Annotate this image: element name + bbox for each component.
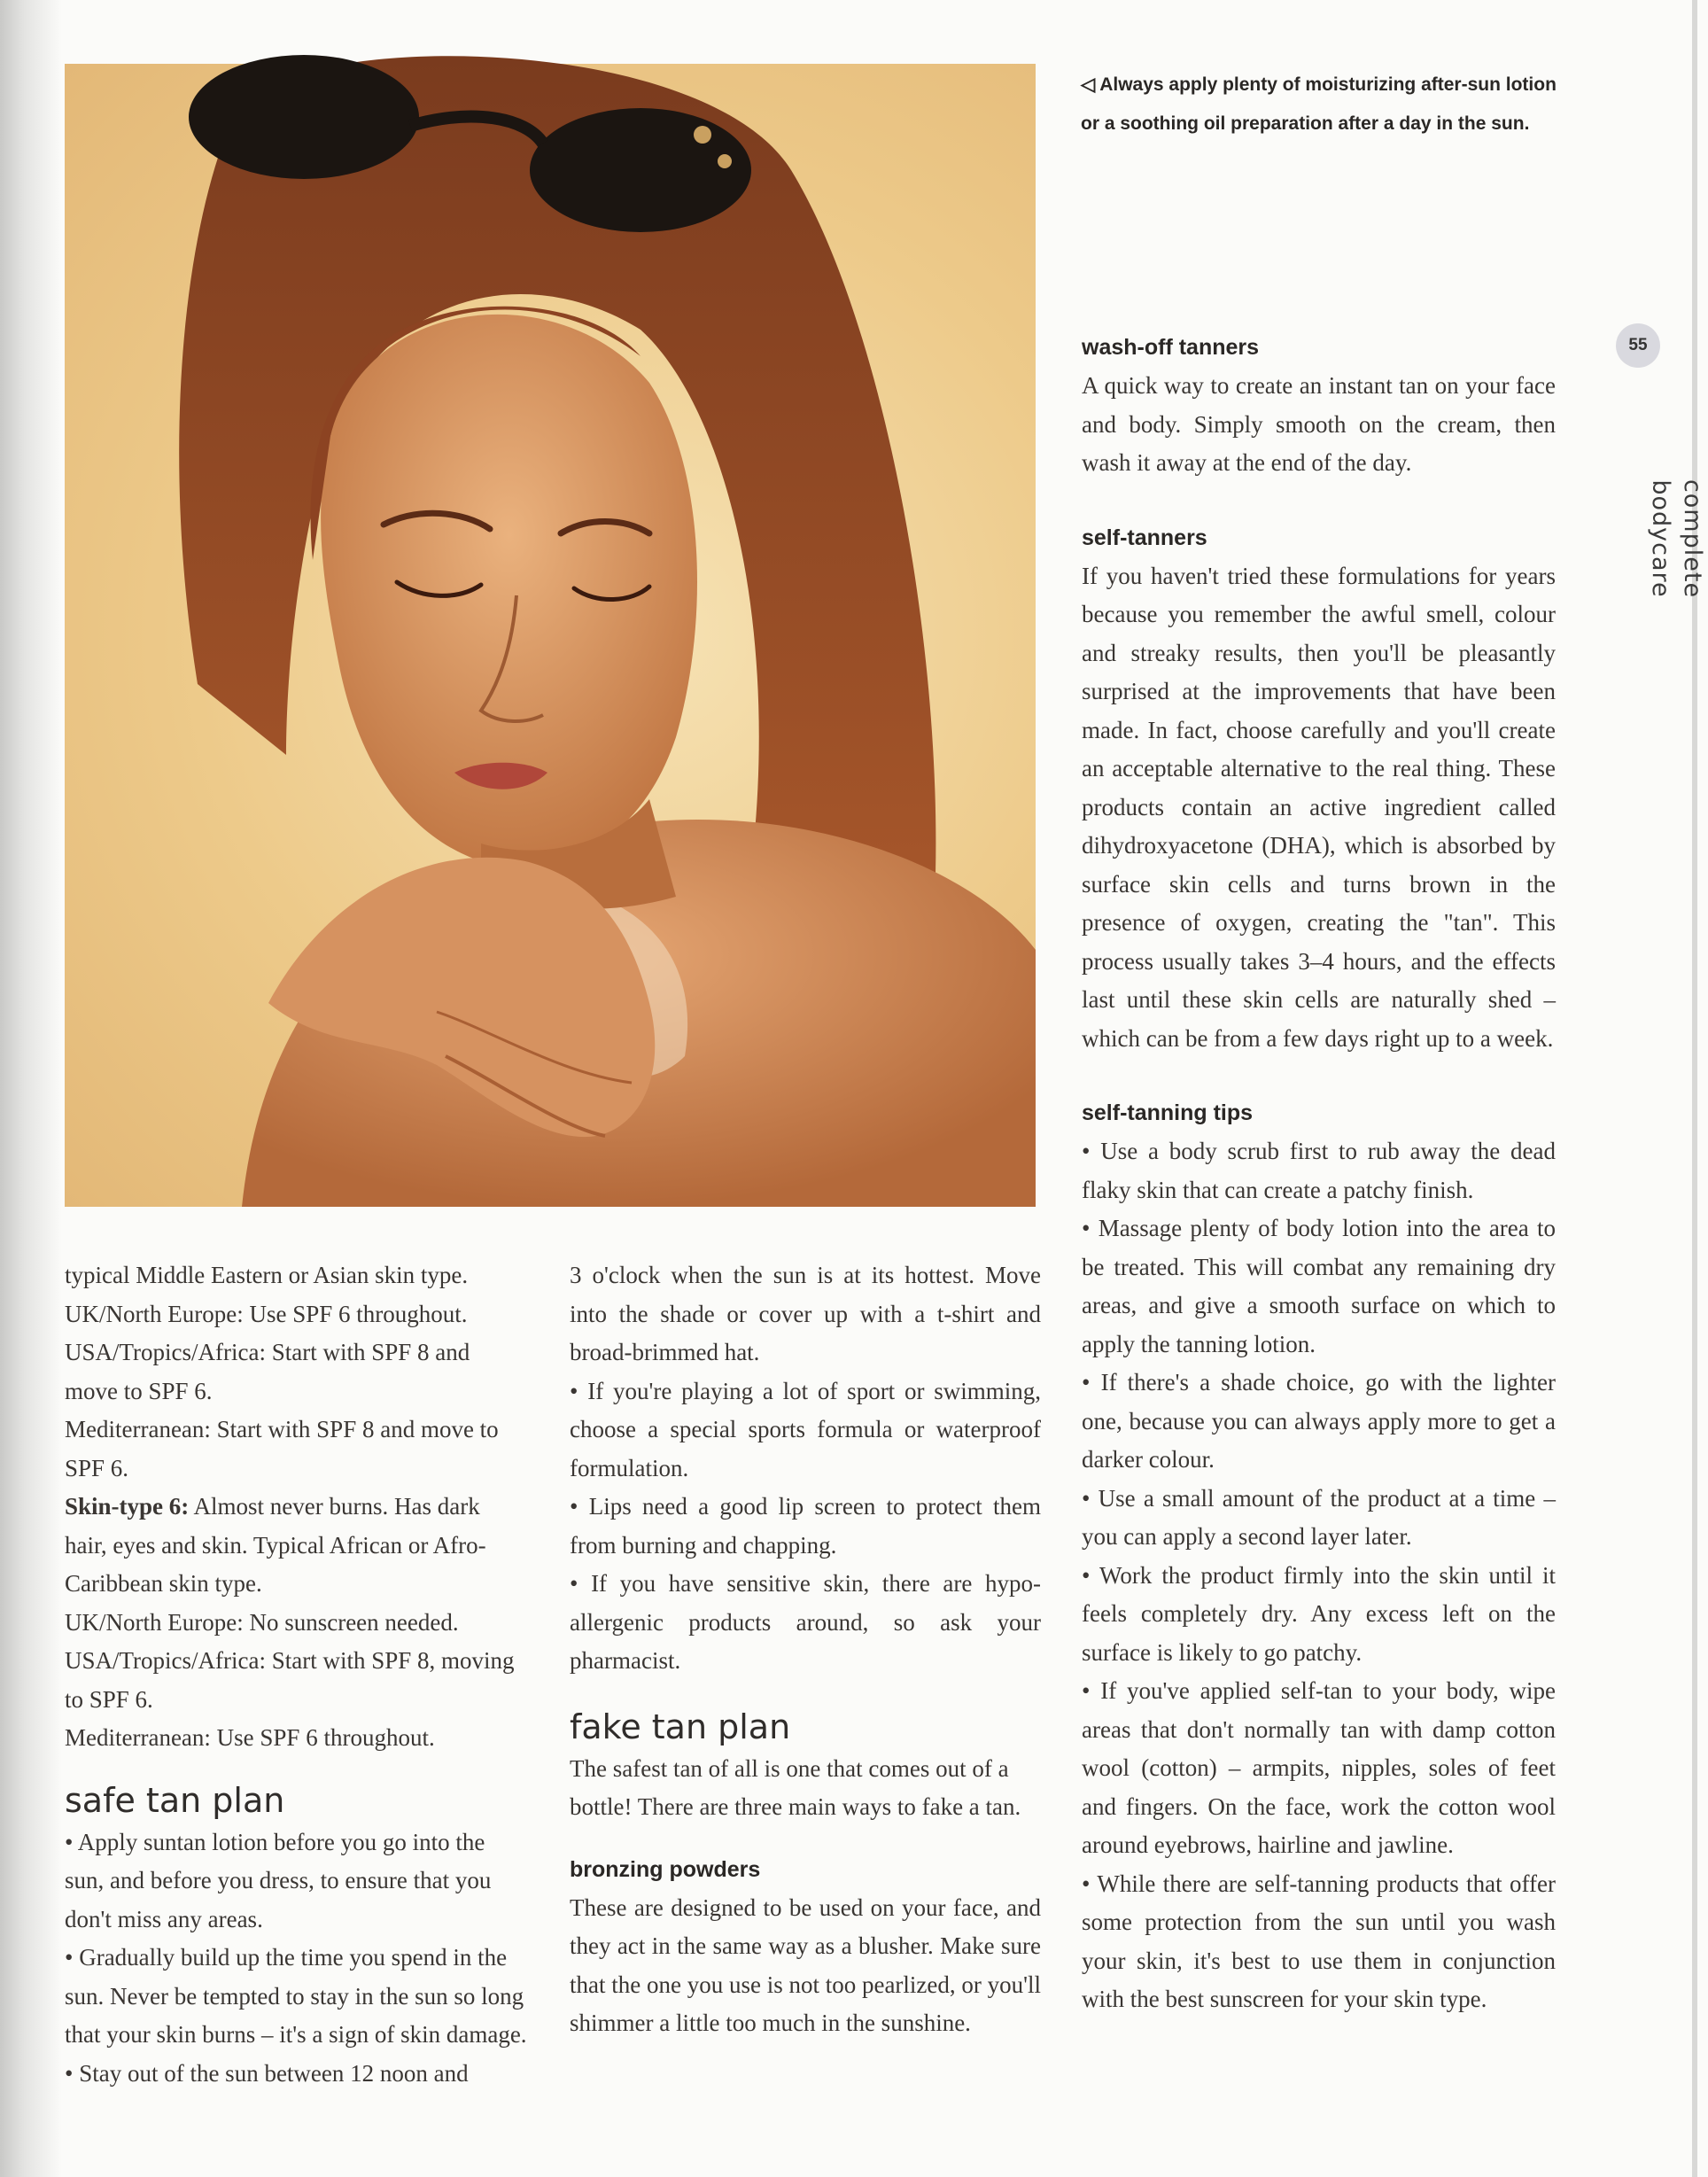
bullet-item: • Use a small amount of the product at a time – you can apply a second layer later. xyxy=(1082,1484,1556,1550)
bullet-item: • Massage plenty of body lotion into the area to be treated. This will combat any remaining dry areas, and give a smooth surface on which to apply the tanning lotion. xyxy=(1082,1215,1556,1357)
column-1 xyxy=(65,1256,527,2093)
paragraph-skin-type-6 xyxy=(65,1488,527,1604)
subheading-self-tanning-tips: self-tanning tips xyxy=(1082,1100,1254,1125)
bullet-item: • Work the product firmly into the skin until it feels completely dry. Any excess left on the surface is likely to go patchy. xyxy=(1082,1561,1556,1666)
paragraph: Mediterranean: Use SPF 6 throughout. xyxy=(65,1724,435,1751)
paragraph: UK/North Europe: No sunscreen needed. xyxy=(65,1608,459,1636)
section-label: complete bodycare xyxy=(1647,478,1706,599)
book-spine-shadow xyxy=(0,0,62,2177)
column-3 xyxy=(1082,328,1556,2019)
bullet-item: • If there's a shade choice, go with the lighter one, because you can always apply more to get a darker colour. xyxy=(1082,1369,1556,1473)
bullet-item: • Apply suntan lotion before you go into the sun, and before you dress, to ensure that you don't miss any areas. xyxy=(65,1828,492,1932)
skin-type-text: Almost never burns. Has dark hair, eyes and skin. Typical African or Afro-Caribbean skin type. xyxy=(65,1493,486,1597)
bullet-item: • While there are self-tanning products that offer some protection from the sun until you wash your skin, it's best to use them in conjunction with the best sunscreen for your skin type. xyxy=(1082,1870,1556,2012)
column-2 xyxy=(570,1256,1041,2043)
section-heading-safe-tan: safe tan plan xyxy=(65,1780,285,1820)
subheading-wash-off-tanners: wash-off tanners xyxy=(1082,335,1260,360)
woman-applying-lotion-photo xyxy=(65,64,1036,1207)
paragraph: Mediterranean: Start with SPF 8 and move to SPF 6. xyxy=(65,1416,499,1481)
paragraph: A quick way to create an instant tan on your face and body. Simply smooth on the cream, then wash it away at the end of the day. xyxy=(1082,372,1556,476)
paragraph: USA/Tropics/Africa: Start with SPF 8 and move to SPF 6. xyxy=(65,1339,470,1404)
section-heading-fake-tan: fake tan plan xyxy=(570,1707,791,1746)
paragraph: USA/Tropics/Africa: Start with SPF 8, moving to SPF 6. xyxy=(65,1647,515,1713)
bullet-item: • If you're playing a lot of sport or swimming, choose a special sports formula or waterproof formulation. xyxy=(570,1377,1041,1481)
bullet-item: • Use a body scrub first to rub away the dead flaky skin that can create a patchy finish. xyxy=(1082,1138,1556,1203)
bullet-item: • Stay out of the sun between 12 noon and xyxy=(65,2059,469,2087)
paragraph: 3 o'clock when the sun is at its hottest. Move into the shade or cover up with a t-shirt and broad-brimmed hat. xyxy=(570,1262,1041,1365)
bullet-item: • Gradually build up the time you spend in the sun. Never be tempted to stay in the sun so long that your skin burns – it's a sign of skin damage. xyxy=(65,1944,527,2048)
subheading-self-tanners: self-tanners xyxy=(1082,525,1207,550)
paragraph: If you haven't tried these formulations for years because you remember the awful smell, colour and streaky results, then you'll be pleasantly surprised at the improvements that have been made. In fact, choose carefully and you'll create an acceptable alternative to the real thing. These products contain an active ingredient called dihydroxyacetone (DHA), which is absorbed by surface skin cells and turns brown in the presence of oxygen, creating the "tan". This process usually takes 3–4 hours, and the effects last until these skin cells are naturally shed – which can be from a few days right up to a week. xyxy=(1082,562,1556,1052)
subheading-bronzing-powders: bronzing powders xyxy=(570,1856,761,1882)
paragraph: The safest tan of all is one that comes out of a bottle! There are three main ways to fake a tan. xyxy=(570,1754,1021,1820)
bullet-item: • If you've applied self-tan to your body, wipe areas that don't normally tan with damp cotton wool (cotton) – armpits, nipples, soles of feet and fingers. On the face, work the cotton wool around eyebrows, hairline and jawline. xyxy=(1082,1677,1556,1858)
paragraph: typical Middle Eastern or Asian skin type. xyxy=(65,1262,469,1288)
bullet-item: • Lips need a good lip screen to protect them from burning and chapping. xyxy=(570,1493,1041,1559)
page-number: 55 xyxy=(1616,323,1660,368)
bullet-item: • If you have sensitive skin, there are hypo-allergenic products around, so ask your pharmacist. xyxy=(570,1570,1041,1674)
paragraph: These are designed to be used on your face, and they act in the same way as a blusher. Make sure that the one you use is not too pearlized, or you'll shimmer a little too much in the sunshine. xyxy=(570,1893,1041,2036)
skin-type-label: Skin-type 6: xyxy=(65,1493,190,1520)
photo-caption: ◁ Always apply plenty of moisturizing after-sun lotion or a soothing oil preparation after a day in the sun. xyxy=(1081,74,1557,134)
page-edge xyxy=(1692,0,1697,2177)
paragraph: UK/North Europe: Use SPF 6 throughout. xyxy=(65,1300,468,1327)
